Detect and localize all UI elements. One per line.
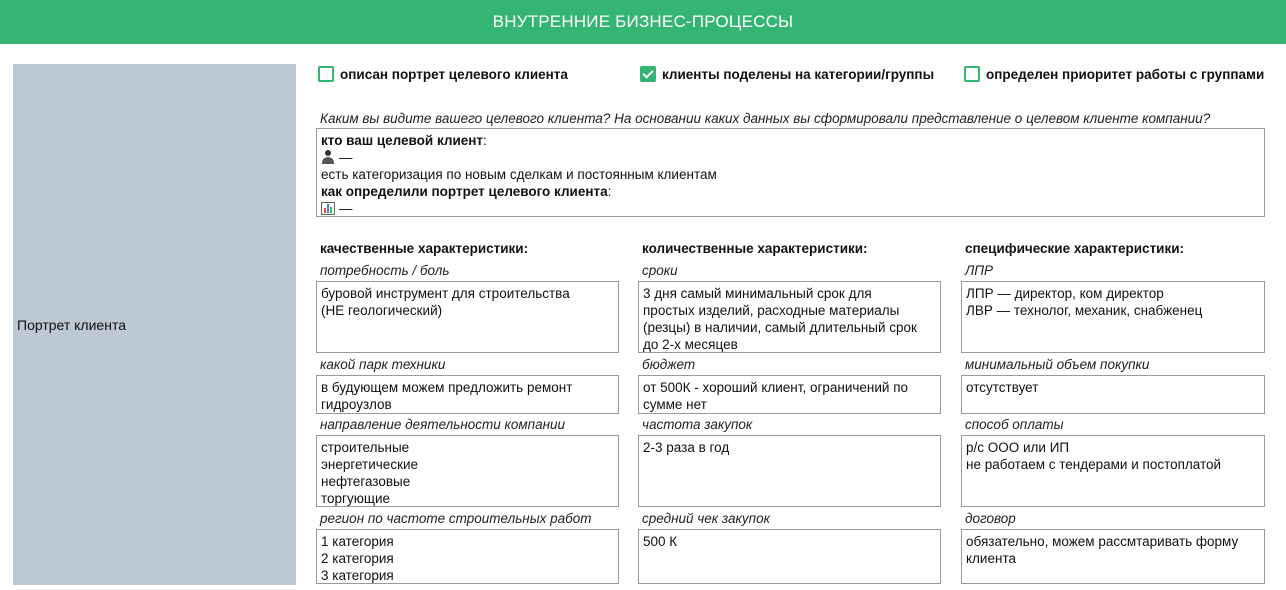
quantitative-heading: количественные характеристики: [642,241,868,256]
checkbox-group-priority[interactable] [964,66,1264,82]
field-label: какой парк техники [320,357,446,372]
field-region-input[interactable]: 1 категория 2 категория 3 категория [316,529,619,584]
field-label: регион по частоте строительных работ [320,511,592,526]
page-title: ВНУТРЕННИЕ БИЗНЕС-ПРОЦЕССЫ [492,12,794,31]
field-contract-input[interactable]: обязательно, можем рассмтаривать форму клиента [961,529,1265,584]
checkbox-label: определен приоритет работы с группами [986,66,1265,82]
field-label: минимальный объем покупки [965,357,1150,372]
checkbox-label: описан портрет целевого клиента [340,66,568,82]
field-decision-maker-input[interactable]: ЛПР — директор, ком директор ЛВР — технолог, механик, снабженец [961,281,1265,353]
checkbox-clients-categorized[interactable] [640,66,934,82]
person-icon [321,150,335,164]
field-label: потребность / боль [320,263,450,278]
field-activity-input[interactable]: строительные энергетические нефтегазовые торгующие [316,435,619,507]
field-label: направление деятельности компании [320,417,566,432]
field-terms-input[interactable]: 3 дня самый минимальный срок для простых изделий, расходные материалы (резцы) в наличии, самый длительный срок до 2-х месяцев [638,281,941,353]
field-budget-input[interactable]: от 500К - хороший клиент, ограничений по сумме нет [638,375,941,414]
how-label: как определили портрет целевого клиента [321,184,608,199]
page-header [0,0,1286,44]
field-label: частота закупок [642,417,753,432]
who-label: кто ваш целевой клиент [321,133,484,148]
field-label: средний чек закупок [642,511,770,526]
who-value: — [339,150,353,165]
target-description: есть категоризация по новым сделкам и постоянным клиентам [321,167,717,182]
checkbox-unchecked-icon[interactable] [964,66,980,82]
checkbox-described-portrait[interactable] [318,66,568,82]
field-frequency-input[interactable]: 2-3 раза в год [638,435,941,507]
field-need-input[interactable]: буровой инструмент для строительства (НЕ геологический) [316,281,619,353]
field-min-volume-input[interactable]: отсутствует [961,375,1265,414]
field-label: ЛПР [965,263,994,278]
chart-icon [321,202,335,215]
field-label: бюджет [642,357,696,372]
checkbox-unchecked-icon[interactable] [318,66,334,82]
field-equipment-input[interactable]: в будующем можем предложить ремонт гидроузлов [316,375,619,414]
target-client-textarea[interactable]: кто ваш целевой клиент: — есть категоризация по новым сделкам и постоянным клиентам как определили портрет целевого клиента: — [316,128,1265,217]
specific-heading: специфические характеристики: [965,241,1185,256]
field-average-check-input[interactable]: 500 К [638,529,941,584]
checkbox-row [318,66,1286,86]
target-client-question: Каким вы видите вашего целевого клиента? На основании каких данных вы сформировали представление о целевом клиенте компании? [320,111,1211,126]
qualitative-heading: качественные характеристики: [320,241,529,256]
field-label: способ оплаты [965,417,1064,432]
how-value: — [339,201,353,216]
section-label: Портрет клиента [17,316,126,333]
checkbox-label: клиенты поделены на категории/группы [662,66,935,82]
section-sidebar [13,64,296,585]
checkbox-checked-icon[interactable] [640,66,656,82]
field-label: договор [965,511,1016,526]
field-payment-input[interactable]: р/с ООО или ИП не работаем с тендерами и постоплатой [961,435,1265,507]
field-label: сроки [642,263,678,278]
